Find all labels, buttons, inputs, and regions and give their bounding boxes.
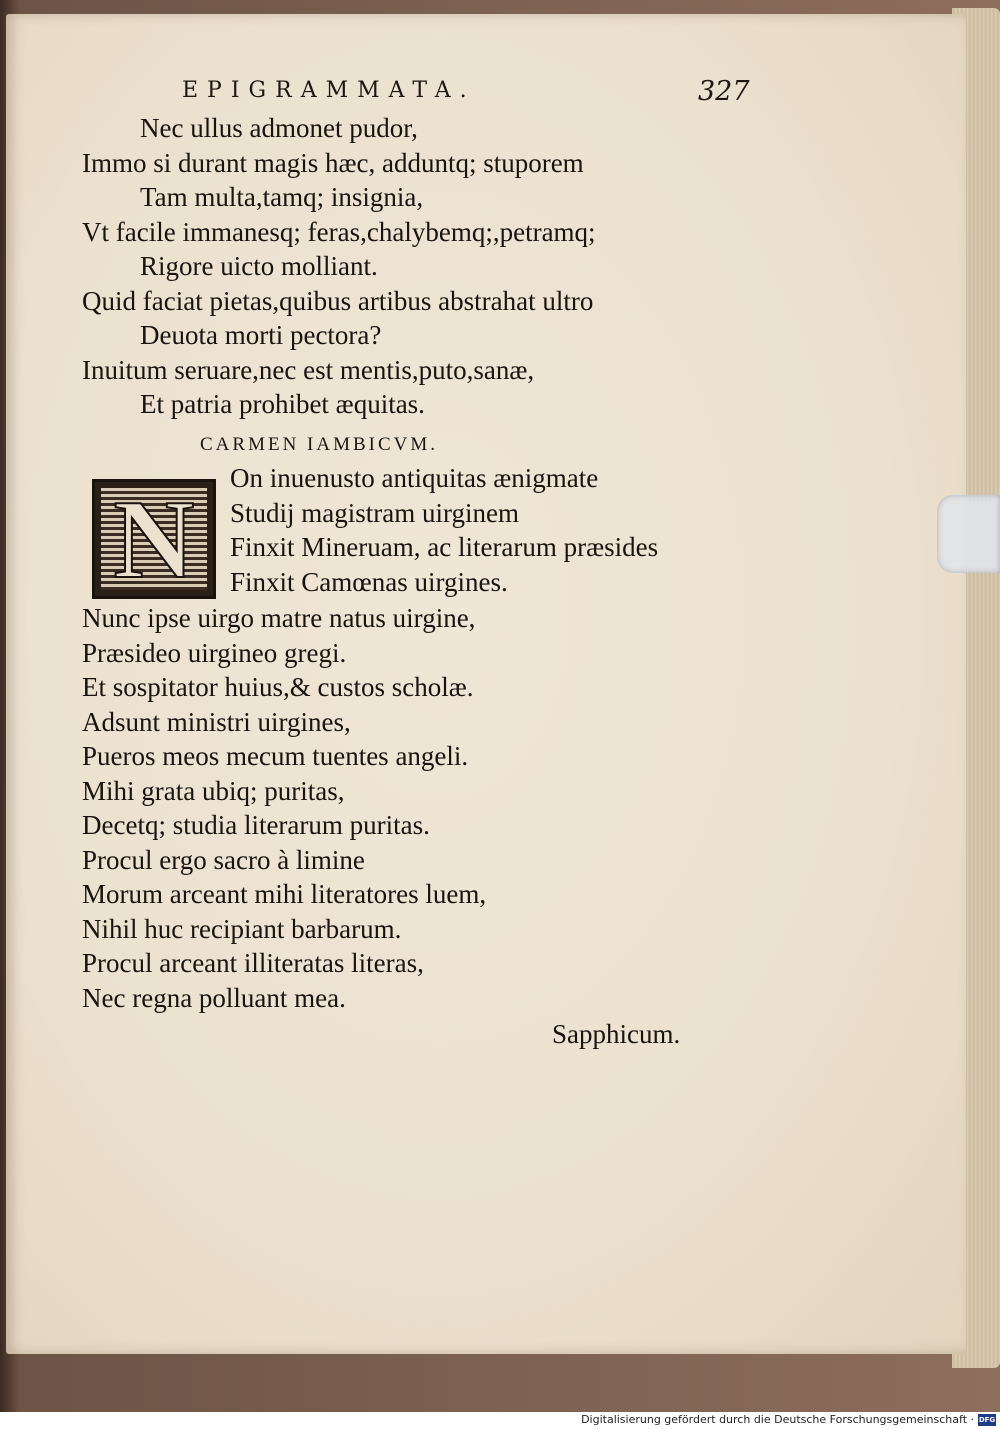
verse-line: Decetq; studia literarum puritas. [82,810,430,840]
verse-line: Immo si durant magis hæc, adduntq; stuporem [82,147,584,178]
verse-line: Finxit Mineruam, ac literarum præsides [230,532,659,562]
footer-bar [0,1412,1000,1429]
verse-line: Inuitum seruare,nec est mentis,puto,sanæ, [82,354,535,385]
verse-line: Nihil huc recipiant barbarum. [82,913,402,944]
verse-line: Nec ullus admonet pudor, [140,113,418,143]
verse-line: Præsideo uirgineo gregi. [82,637,347,668]
verse-line: Nec regna polluant mea. [82,982,346,1013]
verse-line: Mihi grata ubiq; puritas, [82,775,345,806]
verse-line: Quid faciat pietas,quibus artibus abstrahat ultro [82,285,594,316]
verse-line: Rigore uicto molliant. [140,251,378,281]
verse-line: Studij magistram uirginem [230,497,519,528]
verse-line: Pueros meos mecum tuentes angeli. [82,741,469,771]
verse-line: Tam multa,tamq; insignia, [140,182,424,212]
woodcut-initial [92,478,216,602]
verse-line: Nunc ipse uirgo matre natus uirgine, [82,603,476,633]
running-head: EPIGRAMMATA. [182,78,476,103]
verse-line: Finxit Camœnas uirgines. [230,566,508,597]
page-number: 327 [698,76,750,107]
poem-2-opening [230,461,658,599]
verse-line: Procul arceant illiteratas literas, [82,948,424,978]
poem-1 [82,111,596,422]
catchword: Sapphicum. [552,1019,681,1049]
verse-line: Procul ergo sacro à limine [82,844,365,875]
verse-line: Deuota morti pectora? [140,320,382,350]
funding-note: Digitalisierung gefördert durch die Deutsche Forschungsgemeinschaft · [581,1413,974,1426]
poem-2-body [82,601,486,1015]
verse-line: Et sospitator huius,& custos scholæ. [82,672,474,702]
page-clip-marker [937,495,1000,573]
verse-line: Morum arceant mihi literatores luem, [82,879,487,909]
poem-heading: CARMEN IAMBICVM. [200,434,439,455]
initial-letter: N [113,478,195,602]
verse-line: Et patria prohibet æquitas. [140,389,425,419]
verse-line: Adsunt ministri uirgines, [82,706,351,737]
verse-line: Vt facile immanesq; feras,chalybemq;,petramq; [82,216,596,247]
verse-line: On inuenusto antiquitas ænigmate [230,463,599,493]
dfg-logo-icon: DFG [978,1416,996,1424]
